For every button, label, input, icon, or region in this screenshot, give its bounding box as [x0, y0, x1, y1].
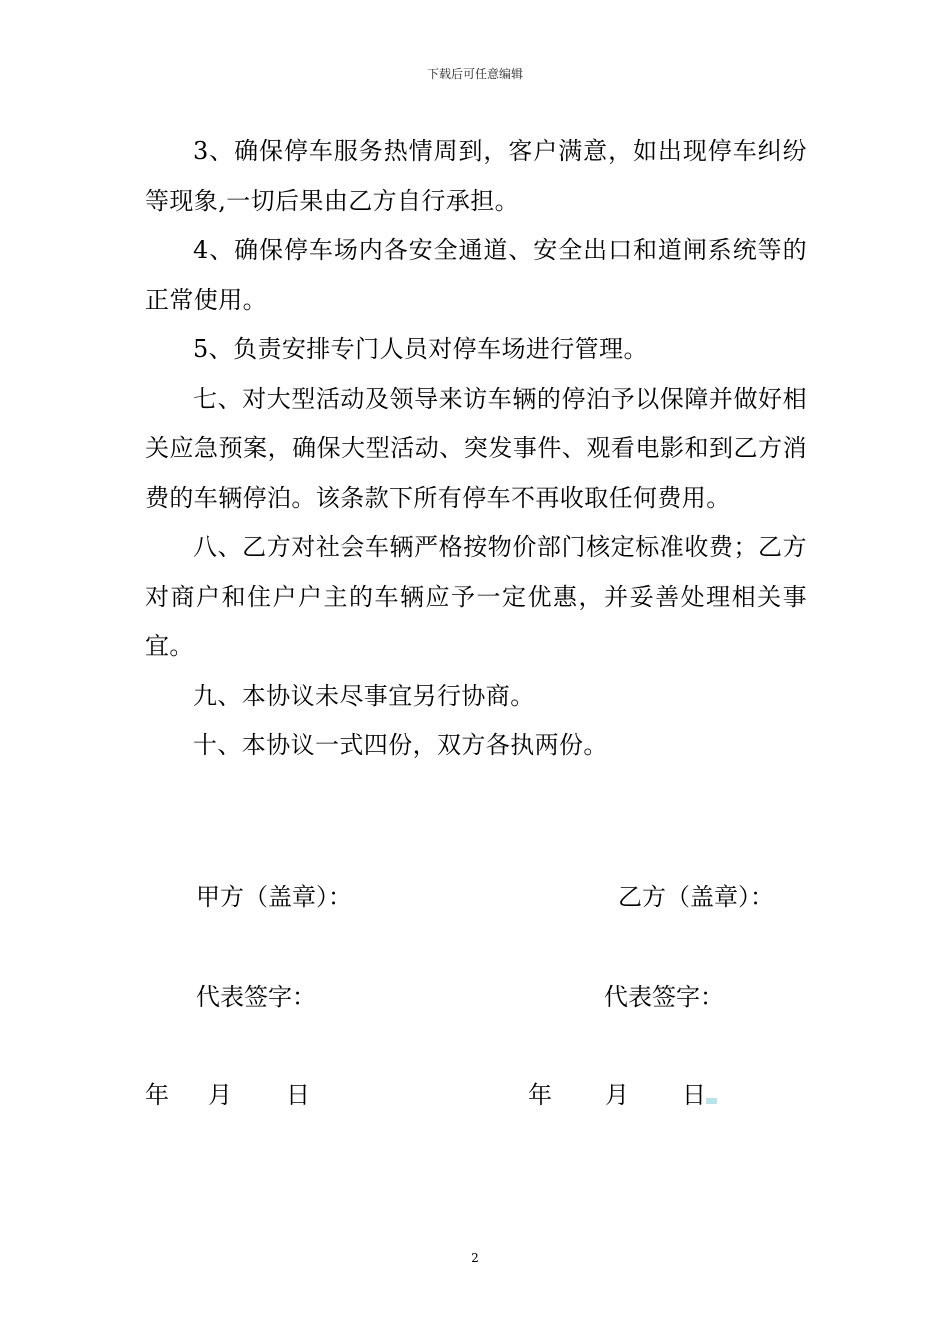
date-b-day: 日	[682, 1081, 706, 1109]
date-b-year: 年	[528, 1081, 552, 1109]
party-b-seal-label: 乙方（盖章）：	[618, 883, 774, 911]
clause-nine: 九、本协议未尽事宜另行协商。	[193, 681, 535, 710]
clause-4: 4、确保停车场内各安全通道、安全出口和道闸系统等的正常使用。	[145, 236, 807, 314]
agreement-body	[145, 127, 807, 771]
clause-seven: 七、对大型活动及领导来访车辆的停泊予以保障并做好相关应急预案，确保大型活动、突发事件、观看电影和到乙方消费的车辆停泊。该条款下所有停车不再收取任何费用。	[145, 384, 807, 512]
date-a-month: 月	[208, 1081, 232, 1109]
date-a-year: 年	[145, 1081, 169, 1109]
text-cursor-marker	[706, 1098, 717, 1104]
party-b-representative-label: 代表签字：	[604, 983, 724, 1011]
header-note: 下载后可任意编辑	[426, 67, 523, 81]
party-a-seal-label: 甲方（盖章）：	[196, 883, 352, 911]
clause-5: 5、负责安排专门人员对停车场进行管理。	[193, 335, 648, 363]
page-number: 2	[471, 1251, 479, 1265]
party-a-representative-label: 代表签字：	[196, 983, 316, 1011]
clause-ten: 十、本协议一式四份，双方各执两份。	[193, 731, 608, 759]
clause-3: 3、确保停车服务热情周到，客户满意，如出现停车纠纷等现象,一切后果由乙方自行承担。	[145, 137, 807, 215]
date-a-day: 日	[286, 1081, 310, 1109]
date-b-month: 月	[605, 1081, 629, 1109]
clause-eight: 八、乙方对社会车辆严格按物价部门核定标准收费；乙方对商户和住户户主的车辆应予一定优惠，并妥善处理相关事宜。	[145, 533, 807, 660]
